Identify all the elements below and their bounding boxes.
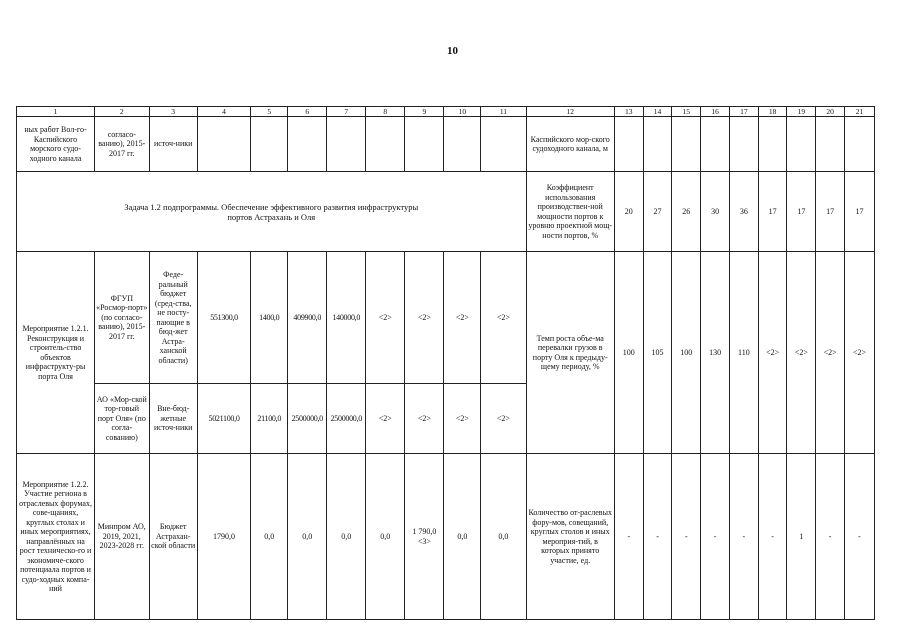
col-header: 16 bbox=[701, 107, 730, 117]
value-cell: 30 bbox=[701, 172, 730, 252]
value-cell: 100 bbox=[672, 252, 701, 454]
value-cell: 17 bbox=[758, 172, 787, 252]
col-header: 9 bbox=[405, 107, 444, 117]
col-header: 12 bbox=[526, 107, 614, 117]
col-header: 20 bbox=[816, 107, 845, 117]
amount-cell: 409900,0 bbox=[288, 252, 327, 384]
executor-cell: согласо-ванию), 2015-2017 гг. bbox=[95, 117, 149, 172]
value-cell: 130 bbox=[701, 252, 730, 454]
col-header: 13 bbox=[614, 107, 643, 117]
amount-cell: 0,0 bbox=[366, 454, 405, 620]
source-cell: Вне-бюд-жетные источ-ники bbox=[149, 384, 197, 454]
amount-cell: <2> bbox=[481, 384, 526, 454]
amount-cell: 551300,0 bbox=[197, 252, 250, 384]
measure-122-row bbox=[17, 454, 875, 620]
source-cell: Бюджет Астрахан-ской области bbox=[149, 454, 197, 620]
value-cell: 105 bbox=[643, 252, 672, 454]
amount-cell: 2500000,0 bbox=[327, 384, 366, 454]
executor-cell: ФГУП «Росмор-порт» (по согласо-ванию), 2015-2017 гг. bbox=[95, 252, 149, 384]
amount-cell: 0,0 bbox=[288, 454, 327, 620]
amount-cell: 0,0 bbox=[251, 454, 288, 620]
col-header: 5 bbox=[251, 107, 288, 117]
col-header: 18 bbox=[758, 107, 787, 117]
col-header: 11 bbox=[481, 107, 526, 117]
col-header: 3 bbox=[149, 107, 197, 117]
amount-cell: 1790,0 bbox=[197, 454, 250, 620]
col-header: 14 bbox=[643, 107, 672, 117]
amount-cell: <2> bbox=[366, 384, 405, 454]
amount-cell: 2500000,0 bbox=[288, 384, 327, 454]
col-header: 19 bbox=[787, 107, 816, 117]
value-cell: 26 bbox=[672, 172, 701, 252]
task-row bbox=[17, 172, 875, 252]
value-cell: 17 bbox=[845, 172, 875, 252]
value-cell: 27 bbox=[643, 172, 672, 252]
amount-cell: <2> bbox=[481, 252, 526, 384]
amount-cell: 1400,0 bbox=[251, 252, 288, 384]
amount-cell: 0,0 bbox=[327, 454, 366, 620]
value-cell: <2> bbox=[787, 252, 816, 454]
value-cell: - bbox=[816, 454, 845, 620]
col-header: 2 bbox=[95, 107, 149, 117]
amount-cell: 140000,0 bbox=[327, 252, 366, 384]
value-cell: - bbox=[845, 454, 875, 620]
column-number-row bbox=[17, 107, 875, 117]
value-cell: <2> bbox=[845, 252, 875, 454]
value-cell: - bbox=[672, 454, 701, 620]
col-header: 7 bbox=[327, 107, 366, 117]
amount-cell: 21100,0 bbox=[251, 384, 288, 454]
col-header: 4 bbox=[197, 107, 250, 117]
col-header: 8 bbox=[366, 107, 405, 117]
value-cell: <2> bbox=[758, 252, 787, 454]
indicator-cell: Количество от-раслевых фору-мов, совещаний, круглых столов и иных мероприя-тий, в которых принято участие, ед. bbox=[526, 454, 614, 620]
col-header: 6 bbox=[288, 107, 327, 117]
value-cell: 100 bbox=[614, 252, 643, 454]
executor-cell: АО «Мор-ской тор-говый порт Оля» (по согла-сованию) bbox=[95, 384, 149, 454]
source-cell: Феде-ральный бюджет (сред-ства, не посту-пающие в бюд-жет Астра-ханской области) bbox=[149, 252, 197, 384]
amount-cell: <2> bbox=[405, 252, 444, 384]
source-cell: источ-ники bbox=[149, 117, 197, 172]
amount-cell: <2> bbox=[366, 252, 405, 384]
value-cell: <2> bbox=[816, 252, 845, 454]
col-header: 1 bbox=[17, 107, 95, 117]
executor-cell: Минпром АО, 2019, 2021, 2023-2028 гг. bbox=[95, 454, 149, 620]
value-cell: - bbox=[701, 454, 730, 620]
value-cell: - bbox=[729, 454, 758, 620]
value-cell: 17 bbox=[816, 172, 845, 252]
amount-cell: 0,0 bbox=[444, 454, 481, 620]
value-cell: - bbox=[643, 454, 672, 620]
col-header: 15 bbox=[672, 107, 701, 117]
value-cell: 20 bbox=[614, 172, 643, 252]
measure-name: Мероприятие 1.2.2. Участие региона в отраслевых форумах, сове-щаниях, круглых столах и иных мероприятиях, направлённых на рост техническо-го и экономиче-ского потенциала портов и судо-ходных компа-ний bbox=[17, 454, 95, 620]
measure-121-row-1 bbox=[17, 252, 875, 384]
indicator-cell: Темп роста объе-ма перевалки грузов в порту Оля к предыду-щему периоду, % bbox=[526, 252, 614, 454]
indicator-cell: Каспийского мор-ского судоходного канала, м bbox=[526, 117, 614, 172]
amount-cell: <2> bbox=[444, 384, 481, 454]
col-header: 17 bbox=[729, 107, 758, 117]
amount-cell: 0,0 bbox=[481, 454, 526, 620]
col-header: 21 bbox=[845, 107, 875, 117]
amount-cell: <2> bbox=[405, 384, 444, 454]
task-title: Задача 1.2 подпрограммы. Обеспечение эффективного развития инфраструктуры портов Астрахань и Оля bbox=[17, 172, 527, 252]
continuation-row bbox=[17, 117, 875, 172]
amount-cell: 5021100,0 bbox=[197, 384, 250, 454]
measure-name: Мероприятие 1.2.1. Реконструкция и строитель-ство объектов инфраструкту-ры порта Оля bbox=[17, 252, 95, 454]
page-number: 10 bbox=[447, 45, 458, 57]
amount-cell: 1 790,0 <3> bbox=[405, 454, 444, 620]
value-cell: - bbox=[614, 454, 643, 620]
measure-name: ных работ Вол-го-Каспийского морского судо-ходного канала bbox=[17, 117, 95, 172]
value-cell: - bbox=[758, 454, 787, 620]
value-cell: 110 bbox=[729, 252, 758, 454]
col-header: 10 bbox=[444, 107, 481, 117]
value-cell: 1 bbox=[787, 454, 816, 620]
indicator-cell: Коэффициент использования производствен-ной мощности портов к уровню проектной мощ-ности портов, % bbox=[526, 172, 614, 252]
value-cell: 17 bbox=[787, 172, 816, 252]
amount-cell: <2> bbox=[444, 252, 481, 384]
value-cell: 36 bbox=[729, 172, 758, 252]
program-table bbox=[16, 106, 875, 620]
